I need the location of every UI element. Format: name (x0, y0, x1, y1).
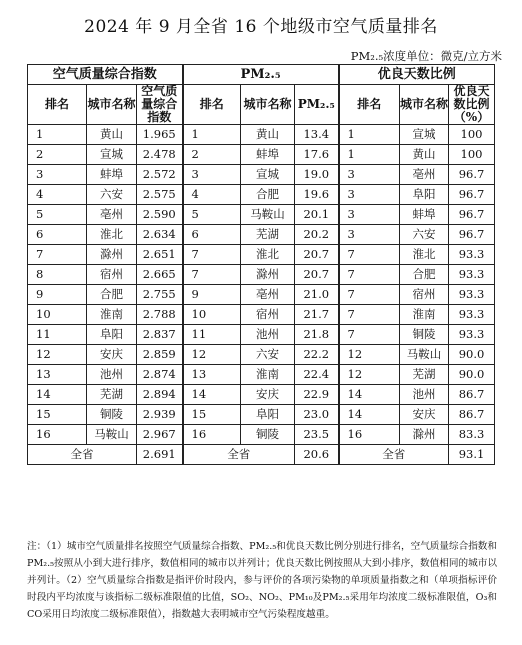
pm-city: 蚌埠 (241, 145, 295, 165)
pm-value: 21.7 (295, 305, 339, 325)
good-value: 96.7 (449, 165, 495, 185)
good-city: 淮北 (400, 245, 449, 265)
good-city: 宣城 (400, 125, 449, 145)
good-rank: 14 (339, 385, 400, 405)
good-rank: 7 (339, 305, 400, 325)
aqi-city: 淮南 (87, 305, 137, 325)
aqi-city: 池州 (87, 365, 137, 385)
pm-rank: 15 (183, 405, 241, 425)
pm-value: 13.4 (295, 125, 339, 145)
col-aqi-rank: 排名 (28, 85, 87, 125)
section-header-row (28, 65, 495, 85)
good-rank: 7 (339, 325, 400, 345)
total-good-value: 93.1 (449, 445, 495, 465)
pm-value: 17.6 (295, 145, 339, 165)
table-row (28, 165, 495, 185)
pm-value: 22.2 (295, 345, 339, 365)
aqi-city: 阜阳 (87, 325, 137, 345)
good-rank: 12 (339, 365, 400, 385)
pm-city: 阜阳 (241, 405, 295, 425)
good-value: 86.7 (449, 385, 495, 405)
aqi-city: 亳州 (87, 205, 137, 225)
pm-value: 20.2 (295, 225, 339, 245)
pm-rank: 3 (183, 165, 241, 185)
aqi-city: 芜湖 (87, 385, 137, 405)
good-city: 马鞍山 (400, 345, 449, 365)
table-row (28, 425, 495, 445)
pm-value: 23.0 (295, 405, 339, 425)
table-row (28, 325, 495, 345)
column-header-row (28, 85, 495, 125)
table-row (28, 385, 495, 405)
aqi-rank: 1 (28, 125, 87, 145)
pm-value: 19.0 (295, 165, 339, 185)
section-aqi: 空气质量综合指数 (28, 65, 183, 85)
good-value: 90.0 (449, 345, 495, 365)
aqi-rank: 6 (28, 225, 87, 245)
pm-city: 宿州 (241, 305, 295, 325)
good-city: 淮南 (400, 305, 449, 325)
pm-rank: 7 (183, 265, 241, 285)
good-city: 宿州 (400, 285, 449, 305)
pm-city: 宣城 (241, 165, 295, 185)
pm-value: 20.1 (295, 205, 339, 225)
table-row (28, 365, 495, 385)
good-city: 阜阳 (400, 185, 449, 205)
aqi-rank: 12 (28, 345, 87, 365)
aqi-value: 2.837 (137, 325, 183, 345)
aqi-city: 蚌埠 (87, 165, 137, 185)
pm-value: 21.8 (295, 325, 339, 345)
good-city: 合肥 (400, 265, 449, 285)
pm-rank: 16 (183, 425, 241, 445)
aqi-value: 2.939 (137, 405, 183, 425)
pm-city: 滁州 (241, 265, 295, 285)
pm-rank: 1 (183, 125, 241, 145)
total-pm-value: 20.6 (295, 445, 339, 465)
aqi-value: 2.478 (137, 145, 183, 165)
total-aqi-label: 全省 (28, 445, 137, 465)
aqi-city: 合肥 (87, 285, 137, 305)
pm-city: 亳州 (241, 285, 295, 305)
aqi-rank: 16 (28, 425, 87, 445)
table-row (28, 305, 495, 325)
aqi-value: 2.788 (137, 305, 183, 325)
good-rank: 7 (339, 245, 400, 265)
col-good-value: 优良天数比例（%） (449, 85, 495, 125)
pm-value: 22.9 (295, 385, 339, 405)
table-row (28, 185, 495, 205)
footnote: 注：（1）城市空气质量排名按照空气质量综合指数、PM₂.₅和优良天数比例分别进行排名，空气质量综合指数和PM₂.₅按照从小到大进行排序，数值相同的城市以并列计；优良天数比例按照从大到小排序，数值相同的城市以并列计。（2）空气质量综合指数是指评价时段内，参与评价的各项污染物的单项质量指数之和（单项指标评价时段内平均浓度与该指标二级标准限值的比值，SO₂、NO₂、PM₁₀及PM₂.₅采用年均浓度二级标准限值，O₃和CO采用日均浓度二级标准限值），指数越大表明城市空气污染程度越重。 (27, 541, 497, 620)
pm-rank: 9 (183, 285, 241, 305)
aqi-value: 1.965 (137, 125, 183, 145)
pm-rank: 12 (183, 345, 241, 365)
pm-rank: 10 (183, 305, 241, 325)
col-aqi-city: 城市名称 (87, 85, 137, 125)
good-city: 亳州 (400, 165, 449, 185)
aqi-rank: 8 (28, 265, 87, 285)
pm-value: 21.0 (295, 285, 339, 305)
col-aqi-value: 空气质量综合指数 (137, 85, 183, 125)
good-value: 93.3 (449, 285, 495, 305)
pm-rank: 7 (183, 245, 241, 265)
aqi-rank: 3 (28, 165, 87, 185)
pm-city: 六安 (241, 345, 295, 365)
table-row (28, 125, 495, 145)
good-city: 安庆 (400, 405, 449, 425)
table-row (28, 205, 495, 225)
good-city: 铜陵 (400, 325, 449, 345)
aqi-value: 2.967 (137, 425, 183, 445)
good-city: 黄山 (400, 145, 449, 165)
good-value: 100 (449, 145, 495, 165)
good-value: 93.3 (449, 325, 495, 345)
pm-rank: 6 (183, 225, 241, 245)
pm-rank: 2 (183, 145, 241, 165)
section-good-days: 优良天数比例 (339, 65, 495, 85)
aqi-value: 2.651 (137, 245, 183, 265)
good-value: 96.7 (449, 225, 495, 245)
good-rank: 3 (339, 185, 400, 205)
total-good-label: 全省 (339, 445, 449, 465)
aqi-rank: 14 (28, 385, 87, 405)
pm-city: 马鞍山 (241, 205, 295, 225)
aqi-city: 滁州 (87, 245, 137, 265)
aqi-value: 2.859 (137, 345, 183, 365)
aqi-rank: 15 (28, 405, 87, 425)
pm-rank: 4 (183, 185, 241, 205)
pm-value: 20.7 (295, 265, 339, 285)
good-rank: 12 (339, 345, 400, 365)
aqi-city: 黄山 (87, 125, 137, 145)
ranking-table (27, 64, 495, 465)
good-rank: 7 (339, 265, 400, 285)
good-value: 96.7 (449, 185, 495, 205)
aqi-rank: 7 (28, 245, 87, 265)
unit-label: PM₂.₅浓度单位：微克/立方米 (350, 49, 502, 63)
good-rank: 3 (339, 205, 400, 225)
good-city: 滁州 (400, 425, 449, 445)
ranking-table-body (28, 65, 495, 465)
section-pm25: PM₂.₅ (183, 65, 339, 85)
aqi-rank: 13 (28, 365, 87, 385)
good-rank: 3 (339, 165, 400, 185)
table-row (28, 345, 495, 365)
col-good-city: 城市名称 (400, 85, 449, 125)
aqi-value: 2.572 (137, 165, 183, 185)
good-value: 96.7 (449, 205, 495, 225)
aqi-city: 铜陵 (87, 405, 137, 425)
good-value: 93.3 (449, 305, 495, 325)
pm-rank: 11 (183, 325, 241, 345)
aqi-rank: 10 (28, 305, 87, 325)
pm-city: 铜陵 (241, 425, 295, 445)
document-title: 2024 年 9 月全省 16 个地级市空气质量排名 (84, 17, 438, 37)
aqi-city: 六安 (87, 185, 137, 205)
pm-city: 淮北 (241, 245, 295, 265)
total-aqi-value: 2.691 (137, 445, 183, 465)
good-rank: 7 (339, 285, 400, 305)
table-row (28, 225, 495, 245)
pm-value: 20.7 (295, 245, 339, 265)
good-value: 100 (449, 125, 495, 145)
pm-city: 黄山 (241, 125, 295, 145)
good-value: 93.3 (449, 265, 495, 285)
aqi-value: 2.874 (137, 365, 183, 385)
aqi-rank: 5 (28, 205, 87, 225)
table-row (28, 285, 495, 305)
aqi-rank: 11 (28, 325, 87, 345)
aqi-value: 2.575 (137, 185, 183, 205)
pm-city: 淮南 (241, 365, 295, 385)
aqi-rank: 9 (28, 285, 87, 305)
good-city: 蚌埠 (400, 205, 449, 225)
table-row (28, 245, 495, 265)
aqi-value: 2.665 (137, 265, 183, 285)
good-rank: 16 (339, 425, 400, 445)
col-pm-city: 城市名称 (241, 85, 295, 125)
table-row (28, 405, 495, 425)
pm-value: 22.4 (295, 365, 339, 385)
good-city: 芜湖 (400, 365, 449, 385)
good-city: 六安 (400, 225, 449, 245)
aqi-rank: 2 (28, 145, 87, 165)
total-pm-label: 全省 (183, 445, 295, 465)
pm-rank: 5 (183, 205, 241, 225)
pm-city: 合肥 (241, 185, 295, 205)
good-value: 93.3 (449, 245, 495, 265)
col-pm-rank: 排名 (183, 85, 241, 125)
pm-value: 23.5 (295, 425, 339, 445)
good-value: 83.3 (449, 425, 495, 445)
aqi-city: 安庆 (87, 345, 137, 365)
aqi-city: 淮北 (87, 225, 137, 245)
aqi-value: 2.755 (137, 285, 183, 305)
aqi-city: 马鞍山 (87, 425, 137, 445)
good-value: 90.0 (449, 365, 495, 385)
aqi-value: 2.634 (137, 225, 183, 245)
good-rank: 14 (339, 405, 400, 425)
good-value: 86.7 (449, 405, 495, 425)
good-rank: 1 (339, 125, 400, 145)
pm-city: 芜湖 (241, 225, 295, 245)
table-row (28, 145, 495, 165)
pm-rank: 14 (183, 385, 241, 405)
aqi-city: 宣城 (87, 145, 137, 165)
good-rank: 3 (339, 225, 400, 245)
table-row (28, 265, 495, 285)
pm-value: 19.6 (295, 185, 339, 205)
good-city: 池州 (400, 385, 449, 405)
pm-city: 池州 (241, 325, 295, 345)
good-rank: 1 (339, 145, 400, 165)
aqi-value: 2.590 (137, 205, 183, 225)
aqi-value: 2.894 (137, 385, 183, 405)
pm-rank: 13 (183, 365, 241, 385)
pm-city: 安庆 (241, 385, 295, 405)
col-pm-value: PM₂.₅ (295, 85, 339, 125)
col-good-rank: 排名 (339, 85, 400, 125)
aqi-city: 宿州 (87, 265, 137, 285)
total-row (28, 445, 495, 465)
aqi-rank: 4 (28, 185, 87, 205)
